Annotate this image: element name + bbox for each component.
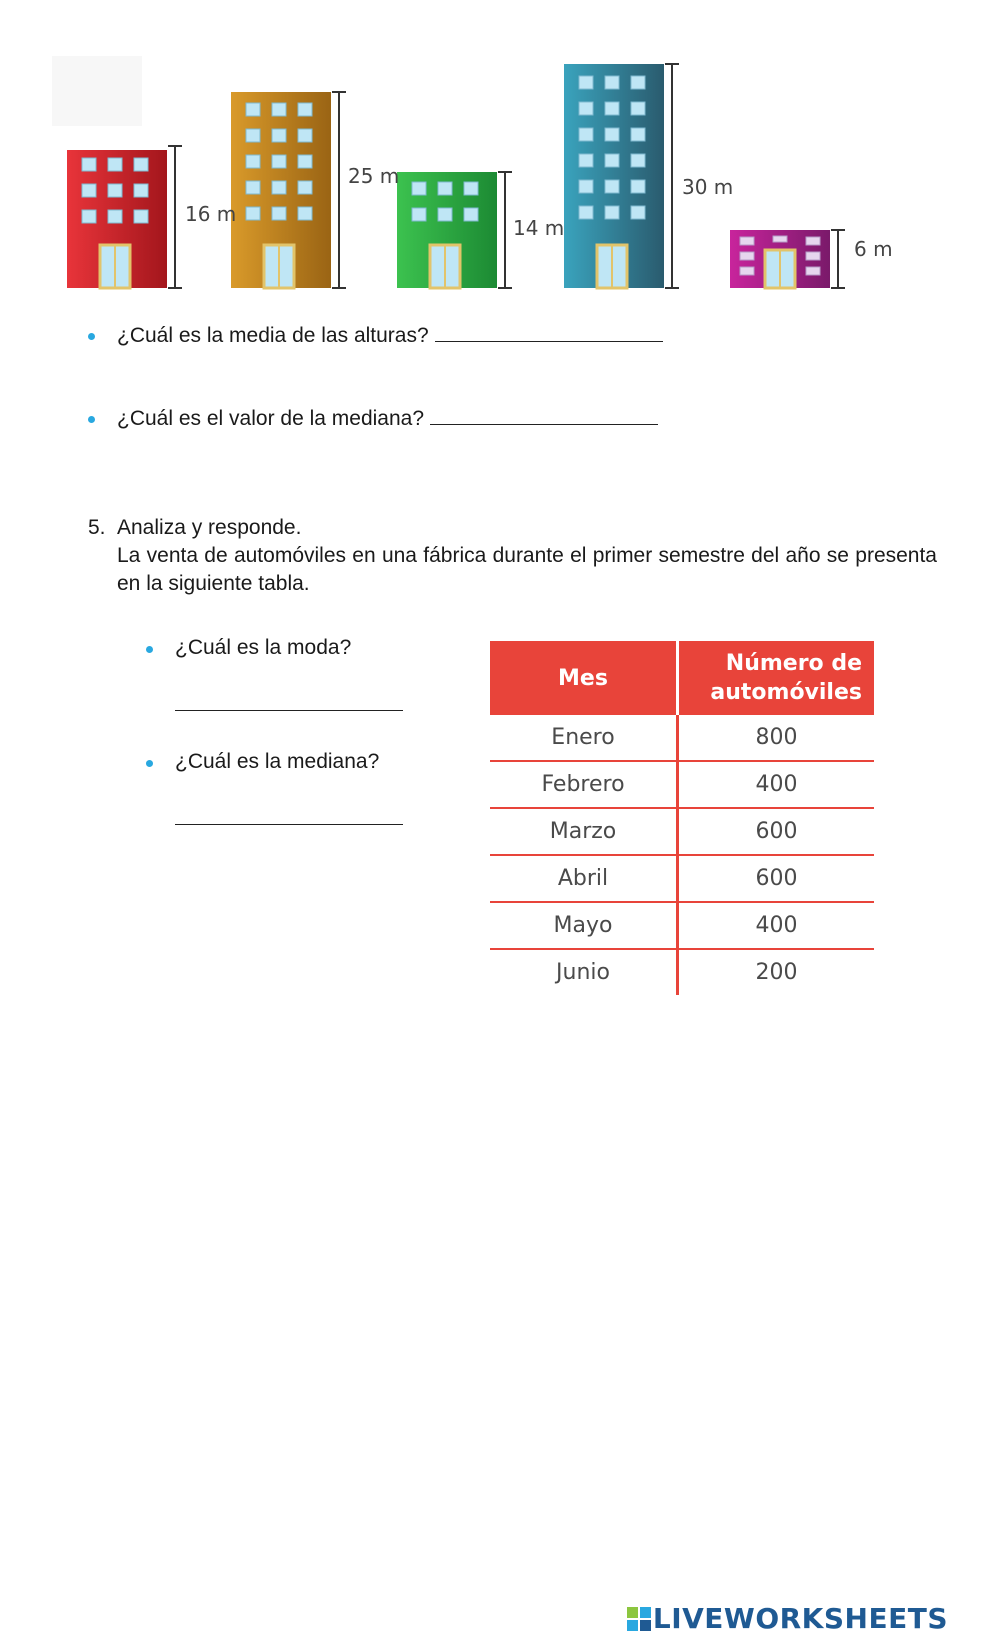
table-row	[490, 949, 874, 995]
table-header-month: Mes	[490, 641, 678, 715]
liveworksheets-logo-text: LIVEWORKSHEETS	[652, 1602, 948, 1635]
building-purple	[730, 230, 845, 288]
cell-month: Febrero	[490, 761, 678, 808]
buildings-illustration	[40, 40, 940, 310]
building-orange	[231, 92, 346, 288]
car-sales-table	[490, 641, 874, 995]
label-30m: 30 m	[682, 175, 734, 199]
cell-month: Junio	[490, 949, 678, 995]
bullet-icon	[146, 760, 153, 767]
question-median: ¿Cuál es la mediana?	[175, 750, 380, 773]
label-14m: 14 m	[513, 216, 565, 240]
table-row	[490, 855, 874, 902]
answer-blank-mode[interactable]	[175, 692, 403, 711]
cell-value: 400	[678, 902, 875, 949]
cell-value: 200	[755, 960, 798, 985]
table-header-count-line2: automóviles	[710, 680, 862, 705]
table-row	[490, 715, 874, 761]
table-row	[490, 761, 874, 808]
answer-blank-median[interactable]	[175, 806, 403, 825]
building-green	[397, 172, 512, 288]
bullet-icon	[88, 416, 95, 423]
cell-month: Enero	[490, 715, 678, 761]
answer-blank-median-value[interactable]	[430, 406, 658, 425]
cell-value: 600	[678, 808, 875, 855]
question-mode: ¿Cuál es la moda?	[175, 636, 352, 659]
cell-month: Marzo	[490, 808, 678, 855]
cell-month: Mayo	[490, 902, 678, 949]
question-mean-text: ¿Cuál es la media de las alturas?	[117, 324, 429, 347]
bullet-icon	[146, 646, 153, 653]
liveworksheets-logo[interactable]	[627, 1602, 948, 1635]
table-row	[490, 808, 874, 855]
table-header-count	[678, 641, 875, 715]
cell-value: 600	[678, 855, 875, 902]
question-mean	[117, 323, 663, 348]
building-red	[67, 146, 182, 288]
table-row	[490, 902, 874, 949]
question-median-value	[117, 406, 658, 431]
label-6m: 6 m	[854, 237, 893, 261]
bullet-icon	[88, 333, 95, 340]
exercise-number: 5.	[88, 516, 106, 539]
building-teal	[564, 64, 679, 288]
label-25m: 25 m	[348, 164, 400, 188]
cell-value: 400	[678, 761, 875, 808]
question-median-value-text: ¿Cuál es el valor de la mediana?	[117, 407, 425, 430]
answer-blank-mean[interactable]	[435, 323, 663, 342]
cell-value: 800	[678, 715, 875, 761]
liveworksheets-logo-icon	[627, 1607, 651, 1631]
table-header-count-line1: Número de	[725, 651, 862, 676]
exercise-title: Analiza y responde.	[117, 516, 302, 539]
label-16m: 16 m	[185, 202, 237, 226]
cell-month: Abril	[490, 855, 678, 902]
exercise-description: La venta de automóviles en una fábrica durante el primer semestre del año se presenta en la siguiente tabla.	[117, 544, 937, 595]
